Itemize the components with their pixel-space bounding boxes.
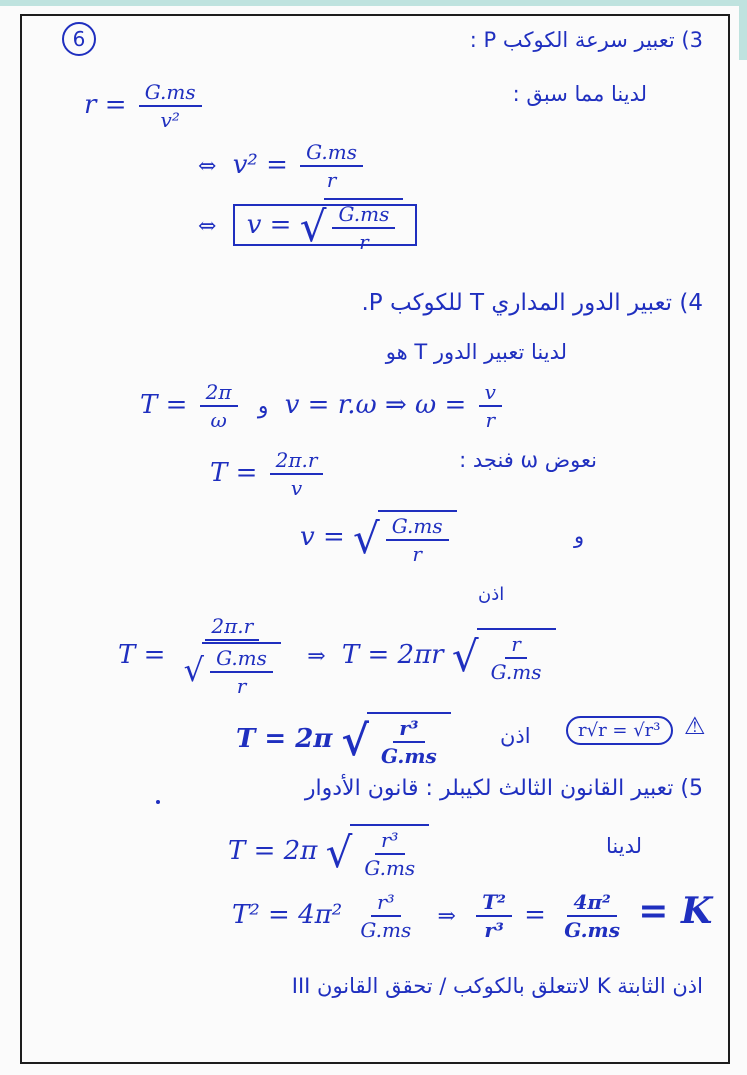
denominator: v bbox=[290, 476, 303, 500]
conjunction: و bbox=[257, 394, 269, 419]
denominator: r bbox=[412, 542, 422, 566]
numerator: G.ms bbox=[386, 514, 449, 541]
denominator: G.ms bbox=[364, 856, 416, 880]
equation-lhs: v = bbox=[246, 210, 292, 240]
numerator: 4π² bbox=[567, 890, 616, 917]
denominator: ω bbox=[210, 408, 227, 432]
page-number: 6 bbox=[62, 22, 96, 56]
section-4-title: تعبير الدور المداري T للكوكب P. bbox=[361, 290, 673, 316]
equation-v-result bbox=[190, 198, 417, 254]
implies-arrow: ⇒ bbox=[437, 904, 456, 929]
section-3-number: 3) bbox=[681, 28, 703, 52]
equation-lhs: T = 2π bbox=[236, 724, 333, 754]
fraction bbox=[332, 202, 395, 254]
fraction bbox=[354, 890, 417, 942]
ink-dot bbox=[156, 800, 160, 804]
equation-lhs: T = bbox=[210, 458, 258, 488]
section-5-number: 5) bbox=[680, 776, 703, 801]
equation-lhs: v = bbox=[300, 522, 345, 552]
equivalence-arrow: ⇔ bbox=[198, 154, 217, 179]
denominator: G.ms bbox=[490, 660, 542, 684]
equation-period-v bbox=[210, 448, 327, 500]
denominator bbox=[178, 641, 287, 698]
denominator: G.ms bbox=[360, 918, 412, 942]
section-4-number: 4) bbox=[679, 290, 703, 316]
section-3-note: لدينا مما سبق : bbox=[512, 82, 647, 106]
section-4-note: لدينا تعبير الدور T هو bbox=[385, 340, 567, 364]
therefore-note: اذن bbox=[478, 584, 505, 605]
numerator: 2π.r bbox=[205, 614, 259, 641]
equation-period-combined bbox=[118, 614, 556, 698]
equals-sign: = bbox=[524, 900, 546, 930]
numerator: 2π bbox=[200, 380, 238, 407]
denominator: r bbox=[359, 230, 369, 254]
equation-kepler-period bbox=[228, 824, 429, 880]
scan-edge-strip bbox=[0, 0, 747, 6]
equation-period-omega bbox=[140, 380, 506, 432]
equation-period-final bbox=[236, 712, 451, 768]
fraction bbox=[139, 80, 202, 132]
fraction bbox=[485, 632, 548, 684]
equivalence-arrow: ⇔ bbox=[198, 214, 217, 239]
boxed-result bbox=[233, 201, 418, 254]
equation-lhs: T² = 4π² bbox=[232, 900, 343, 930]
scan-edge-strip-right bbox=[739, 0, 747, 60]
numerator: r³ bbox=[375, 828, 405, 855]
denominator: r bbox=[485, 408, 496, 432]
substitution-note: نعوض ω فنجد : bbox=[459, 448, 597, 472]
denominator: G.ms bbox=[564, 918, 620, 942]
numerator: G.ms bbox=[210, 646, 273, 673]
denominator: v² bbox=[160, 108, 180, 132]
denominator: r³ bbox=[484, 918, 504, 942]
section-4-heading bbox=[361, 290, 703, 316]
numerator: r³ bbox=[393, 716, 424, 743]
numerator: r³ bbox=[371, 890, 401, 917]
velocity-relation: v = r.ω ⇒ ω = bbox=[284, 390, 467, 420]
numerator: G.ms bbox=[300, 140, 363, 167]
fraction bbox=[476, 890, 512, 942]
kepler-constant: = K bbox=[638, 890, 713, 932]
square-root: √ $\frac{r}{G.ms}$ bbox=[452, 628, 556, 684]
denominator: r bbox=[326, 168, 337, 192]
fraction bbox=[386, 514, 449, 566]
implies-arrow: ⇒ bbox=[307, 644, 326, 669]
denominator: r bbox=[236, 674, 247, 698]
equation-lhs: T = bbox=[118, 640, 166, 670]
fraction bbox=[479, 380, 502, 432]
equation-lhs: T = 2πr bbox=[341, 640, 444, 670]
fraction bbox=[558, 890, 626, 942]
cloud-note: r√r = √r³ bbox=[566, 716, 673, 745]
square-root: √ $\frac{G.ms}{r}$ bbox=[184, 642, 281, 698]
square-root: √ $\frac{G.ms}{r}$ bbox=[353, 510, 457, 566]
square-root: √ $\frac{G.ms}{r}$ bbox=[300, 198, 404, 254]
numerator: T² bbox=[476, 890, 512, 917]
equation-v-squared bbox=[190, 140, 367, 192]
square-root: √ $\frac{\text{r³}}{G.ms}$ bbox=[326, 824, 430, 880]
fraction bbox=[210, 646, 273, 698]
section-5-heading bbox=[305, 776, 703, 801]
equation-lhs: v² = bbox=[232, 150, 288, 180]
section-5-note: لدينا bbox=[606, 834, 643, 858]
equation-r bbox=[84, 80, 206, 132]
equation-lhs: T = 2π bbox=[228, 836, 318, 866]
fraction bbox=[200, 380, 238, 432]
numerator: G.ms bbox=[332, 202, 395, 229]
fraction bbox=[358, 828, 421, 880]
fraction bbox=[300, 140, 363, 192]
fraction bbox=[270, 448, 324, 500]
equation-v-sqrt bbox=[300, 510, 457, 566]
equation-kepler-law bbox=[232, 890, 712, 942]
numerator: 2π.r bbox=[270, 448, 324, 475]
warning-icon: ⚠ bbox=[684, 712, 706, 740]
section-5-title: تعبير القانون الثالث لكيبلر : قانون الأدوار bbox=[304, 776, 674, 801]
denominator: G.ms bbox=[381, 744, 437, 768]
section-3-title: تعبير سرعة الكوكب P : bbox=[469, 28, 675, 52]
section-3-heading bbox=[470, 28, 703, 52]
fraction bbox=[178, 614, 287, 698]
equation-lhs: r = bbox=[84, 90, 127, 120]
numerator: v bbox=[479, 380, 502, 407]
numerator: G.ms bbox=[139, 80, 202, 107]
conjunction: و bbox=[574, 524, 585, 548]
square-root: √ $\frac{\text{r³}}{G.ms}$ bbox=[341, 712, 450, 768]
conclusion-line: اذن الثابتة K لاتتعلق بالكوكب / تحقق القانون III bbox=[291, 974, 703, 998]
therefore-note: اذن bbox=[500, 724, 531, 748]
equation-lhs: T = bbox=[140, 390, 188, 420]
fraction bbox=[375, 716, 443, 768]
numerator: r bbox=[505, 632, 527, 659]
